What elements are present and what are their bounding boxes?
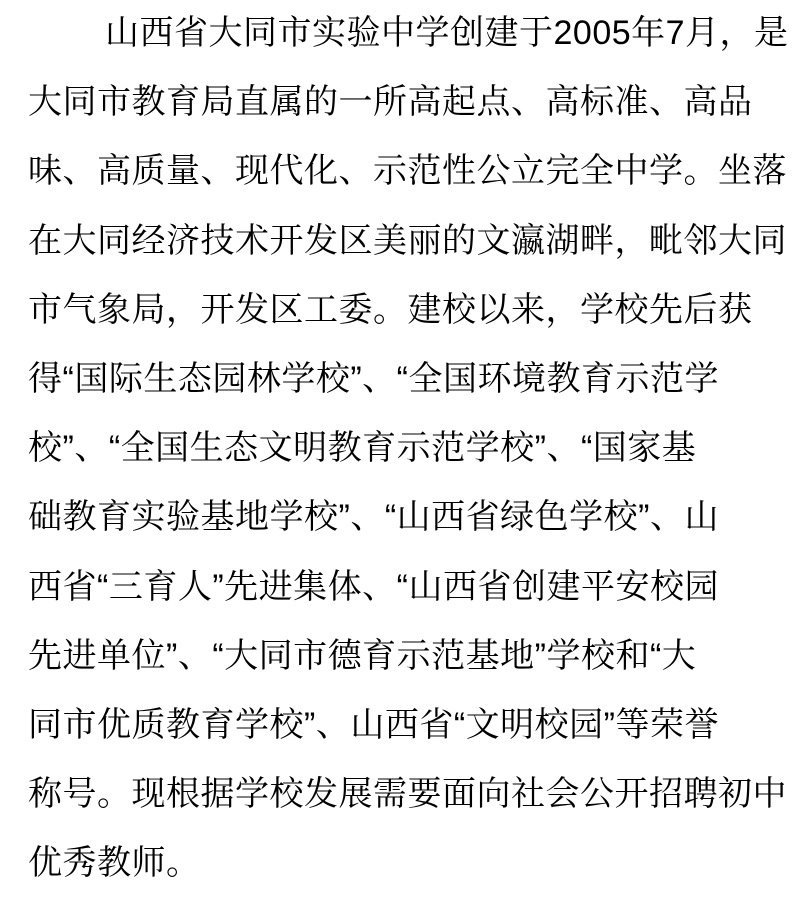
text-line: 西省“三育人”先进集体、“山西省创建平安校园 xyxy=(28,567,719,606)
text-line: 市气象局，开发区工委。建校以来，学校先后获 xyxy=(28,290,753,329)
text-line: 校”、“全国生态文明教育示范学校”、“国家基 xyxy=(28,429,697,468)
text-line: 同市优质教育学校”、山西省“文明校园”等荣誉 xyxy=(28,705,719,744)
text-line: 大同市教育局直属的一所高起点、高标准、高品 xyxy=(28,83,753,122)
text-line: 得“国际生态园林学校”、“全国环境教育示范学 xyxy=(28,359,719,398)
text-line: 在大同经济技术开发区美丽的文瀛湖畔，毗邻大同 xyxy=(28,221,787,260)
text-line: 称号。现根据学校发展需要面向社会公开招聘初中 xyxy=(28,775,787,814)
text-line: 山西省大同市实验中学创建于2005年7月，是 xyxy=(105,14,789,52)
text-line: 先进单位”、“大同市德育示范基地”学校和“大 xyxy=(28,636,697,675)
text-line: 础教育实验基地学校”、“山西省绿色学校”、山 xyxy=(28,498,719,537)
text-line: 优秀教师。 xyxy=(28,844,201,883)
text-line: 味、高质量、现代化、示范性公立完全中学。坐落 xyxy=(28,152,787,191)
school-introduction-paragraph xyxy=(28,0,797,898)
